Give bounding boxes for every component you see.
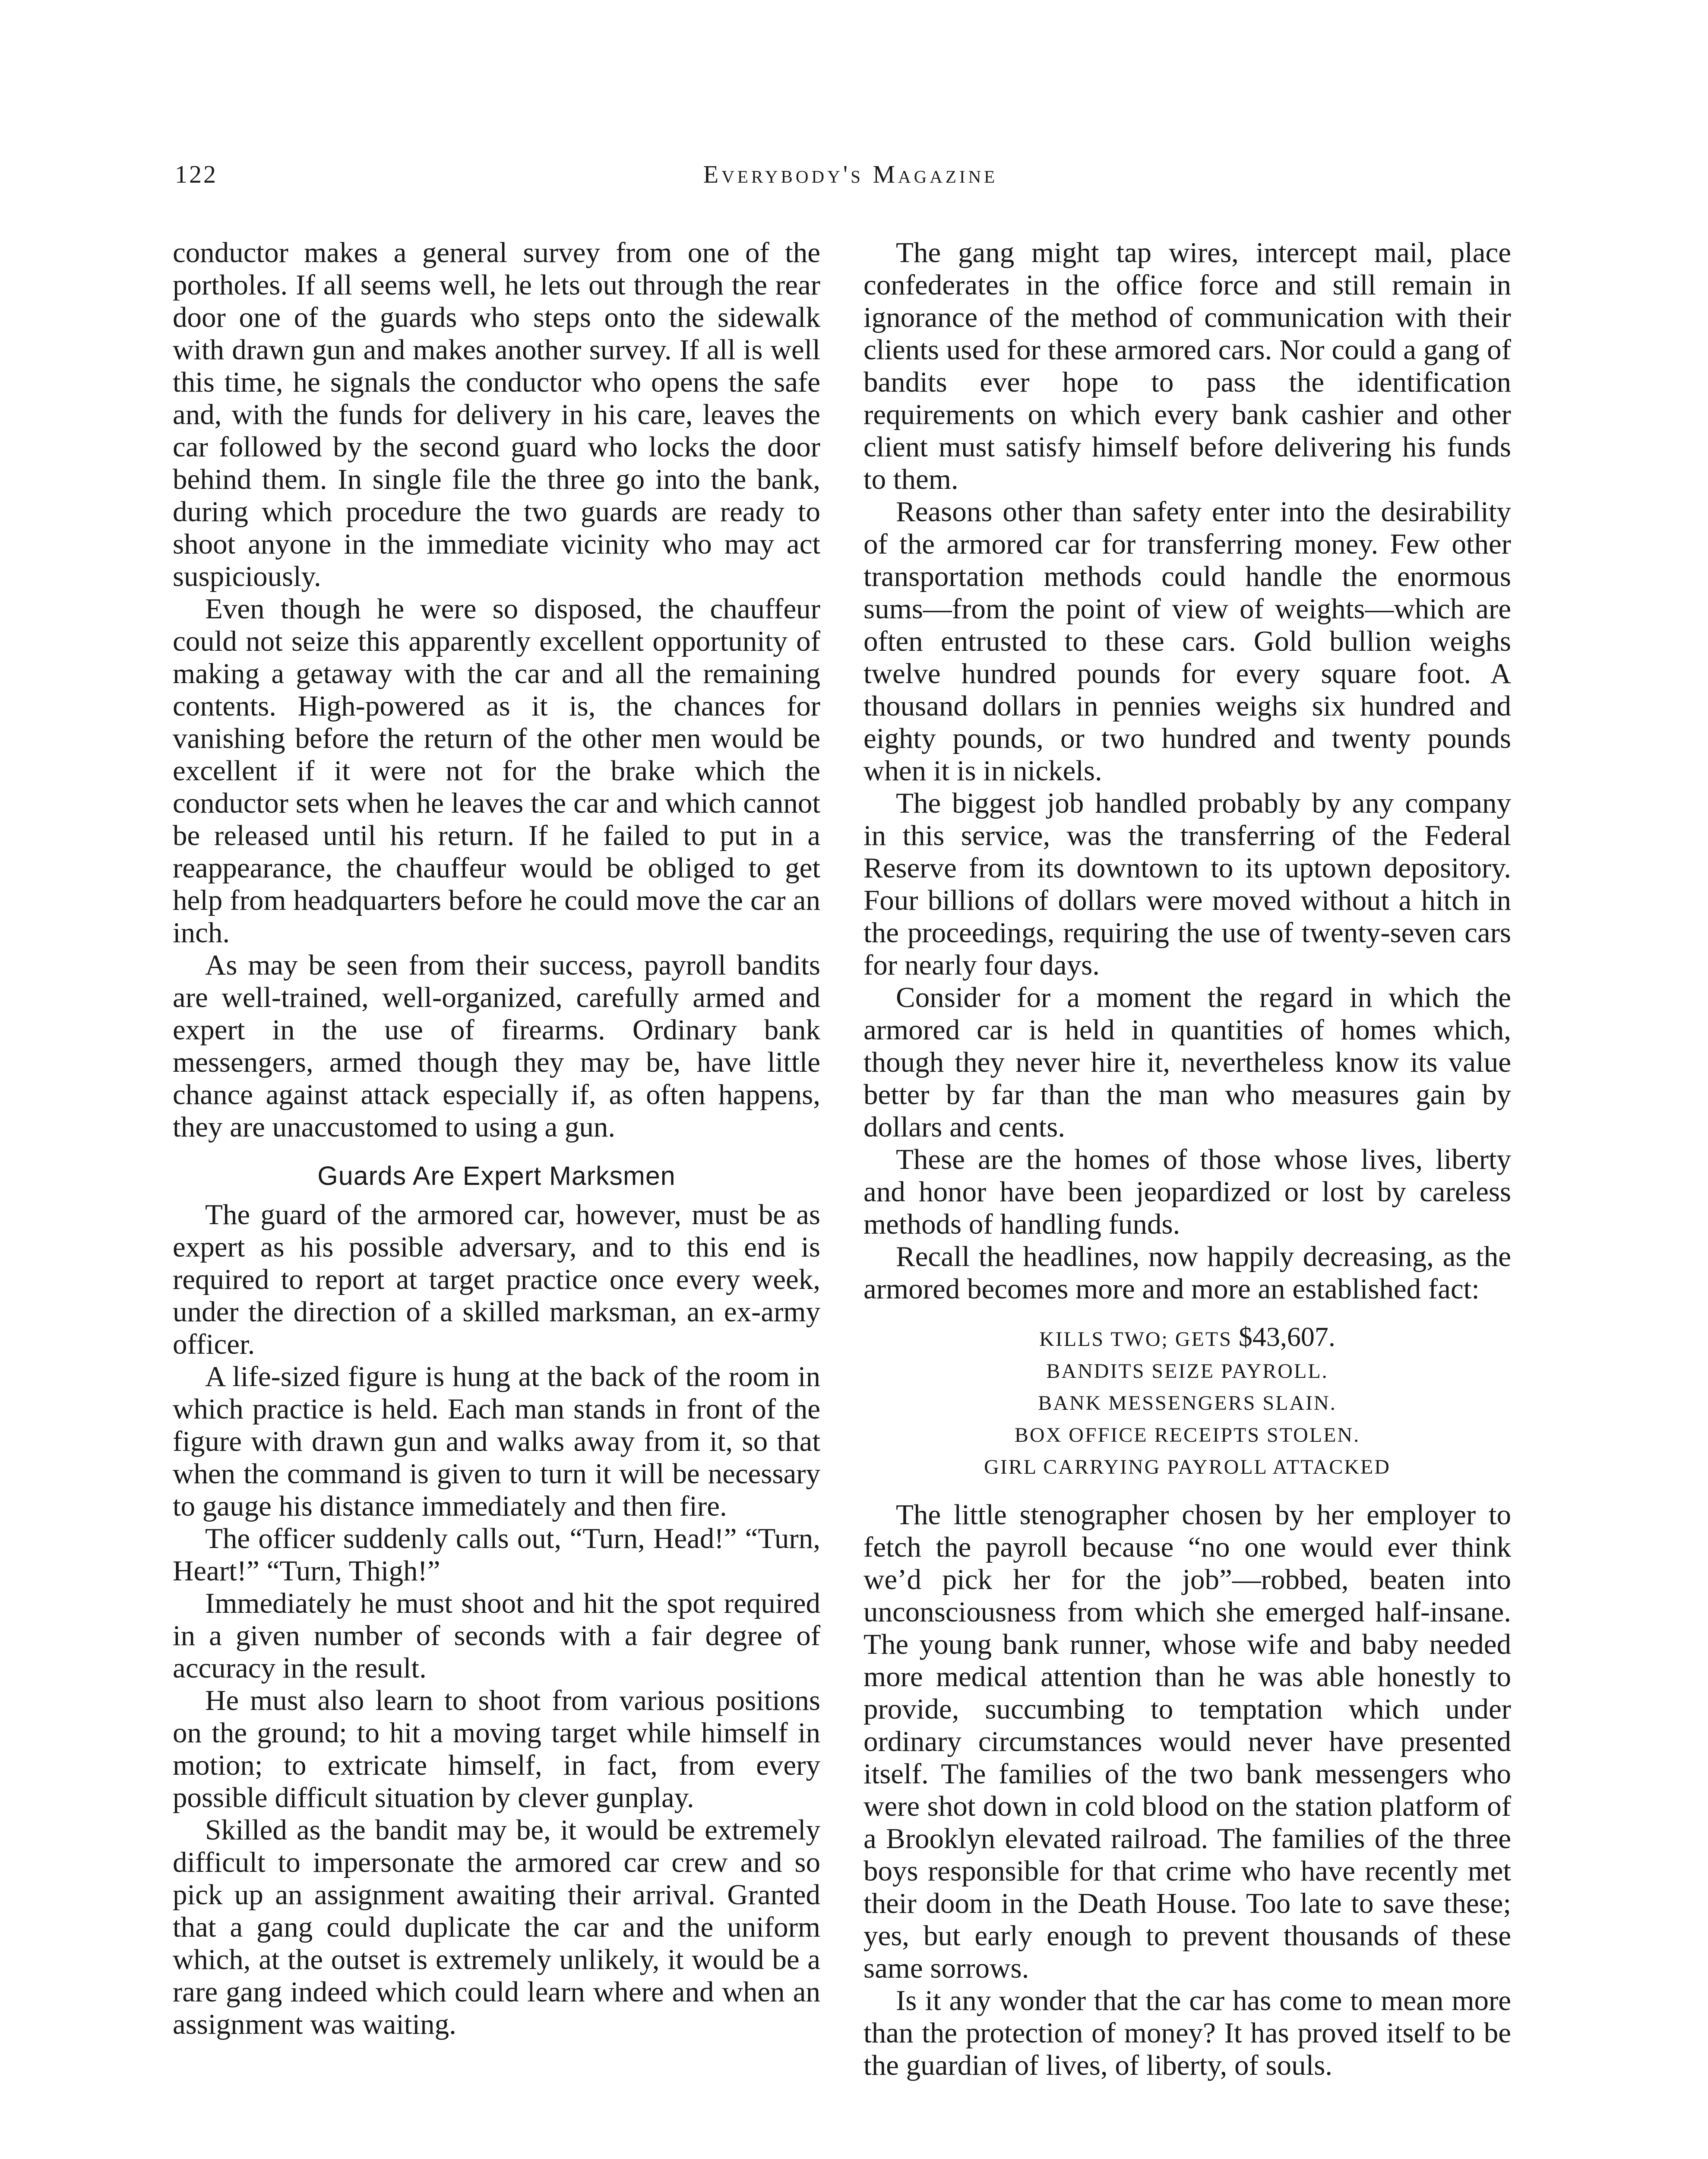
page-number: 122 — [175, 160, 218, 188]
paragraph: Skilled as the bandit may be, it would be extremely difficult to impersonate the armored car crew and so pick up an assignment awaiting their arrival. Granted that a gang could duplicate the car and the uniform which, at the outset is extremely unlikely, it would be a rare gang indeed which could learn where and when an assignment was waiting. — [173, 1814, 820, 2040]
paragraph: The gang might tap wires, intercept mail, place confederates in the office force and still remain in ignorance of the method of communication with their clients used for these armored cars. Nor could a gang of bandits ever hope to pass the identification requirements on which every bank cashier and other client must satisfy himself before delivering his funds to them. — [863, 237, 1511, 495]
paragraph: As may be seen from their success, payroll bandits are well-trained, well-organized, carefully armed and expert in the use of firearms. Ordinary bank messengers, armed though they may be, have little chance against attack especially if, as often happens, they are unaccustomed to using a gun. — [173, 949, 820, 1143]
headline — [863, 1321, 1511, 1355]
headline: BANK MESSENGERS SLAIN. — [1038, 1392, 1337, 1415]
paragraph: Even though he were so disposed, the chauffeur could not seize this apparently excellent opportunity of making a getaway with the car and all the remaining contents. High-powered as it is, the chances for vanishing before the return of the other men would be excellent if it were not for the brake which the conductor sets when he leaves the car and which cannot be released until his return. If he failed to put in a reappearance, the chauffeur would be obliged to get help from headquarters before he could move the car an inch. — [173, 593, 820, 949]
running-head: Everybody's Magazine — [703, 160, 998, 188]
paragraph: conductor makes a general survey from one of the portholes. If all seems well, he lets out through the rear door one of the guards who steps onto the sidewalk with drawn gun and makes another survey. If all is well this time, he signals the conductor who opens the safe and, with the funds for delivery in his care, leaves the car followed by the second guard who locks the door behind them. In single file the three go into the bank, during which procedure the two guards are ready to shoot anyone in the immediate vicinity who may act suspiciously. — [173, 237, 820, 592]
headline: GIRL CARRYING PAYROLL ATTACKED — [984, 1456, 1391, 1478]
headline: BANDITS SEIZE PAYROLL. — [1046, 1360, 1328, 1383]
paragraph: The little stenographer chosen by her employer to fetch the payroll because “no one would ever think we’d pick her for the job”—robbed, beaten into unconsciousness from which she emerged half-insane. The young bank runner, whose wife and baby needed more medical attention than he was able honestly to provide, succumbing to temptation which under ordinary circumstances would never have presented itself. The families of the two bank messengers who were shot down in cold blood on the station platform of a Brooklyn elevated railroad. The families of the three boys responsible for that crime who have recently met their doom in the Death House. Too late to save these; yes, but early enough to prevent thousands of these same sorrows. — [863, 1499, 1511, 1984]
paragraph: Immediately he must shoot and hit the spot required in a given number of seconds with a fair degree of accuracy in the result. — [173, 1587, 820, 1684]
paragraph: He must also learn to shoot from various positions on the ground; to hit a moving target while himself in motion; to extricate himself, in fact, from every possible difficult situation by clever gunplay. — [173, 1684, 820, 1814]
headline: BOX OFFICE RECEIPTS STOLEN. — [1014, 1424, 1360, 1447]
paragraph: Is it any wonder that the car has come to mean more than the protection of money? It has proved itself to be the guardian of lives, of liberty, of souls. — [863, 1985, 1511, 2081]
paragraph: These are the homes of those whose lives, liberty and honor have been jeopardized or lost by careless methods of handling funds. — [863, 1143, 1511, 1240]
paragraph: Reasons other than safety enter into the desirability of the armored car for transferring money. Few other transportation methods could handle the enormous sums—from the point of view of weights—which are often entrusted to these cars. Gold bullion weighs twelve hundred pounds for every square foot. A thousand dollars in pennies weighs six hundred and eighty pounds, or two hundred and twenty pounds when it is in nickels. — [863, 496, 1511, 787]
page-header — [175, 160, 1526, 199]
headline-amount: $43,607. — [1238, 1321, 1335, 1352]
left-column — [173, 237, 820, 2041]
paragraph: The officer suddenly calls out, “Turn, Head!” “Turn, Heart!” “Turn, Thigh!” — [173, 1523, 820, 1587]
paragraph: A life-sized figure is hung at the back of the room in which practice is held. Each man stands in front of the figure with drawn gun and walks away from it, so that when the command is given to turn it will be necessary to gauge his distance immediately and then fire. — [173, 1361, 820, 1522]
right-column — [863, 237, 1511, 2082]
headline-list — [863, 1321, 1511, 1483]
paragraph: The biggest job handled probably by any company in this service, was the transferring of the Federal Reserve from its downtown to its uptown depository. Four billions of dollars were moved without a hitch in the proceedings, requiring the use of twenty-seven cars for nearly four days. — [863, 787, 1511, 981]
headline-text: KILLS TWO; GETS — [1039, 1328, 1239, 1351]
paragraph: The guard of the armored car, however, must be as expert as his possible adversary, and to this end is required to report at target practice once every week, under the direction of a skilled marksman, an ex-army officer. — [173, 1199, 820, 1360]
paragraph: Recall the headlines, now happily decreasing, as the armored becomes more and more an established fact: — [863, 1241, 1511, 1305]
paragraph: Consider for a moment the regard in which the armored car is held in quantities of homes which, though they never hire it, nevertheless know its value better by far than the man who measures gain by dollars and cents. — [863, 981, 1511, 1143]
section-subheading: Guards Are Expert Marksmen — [317, 1161, 676, 1190]
